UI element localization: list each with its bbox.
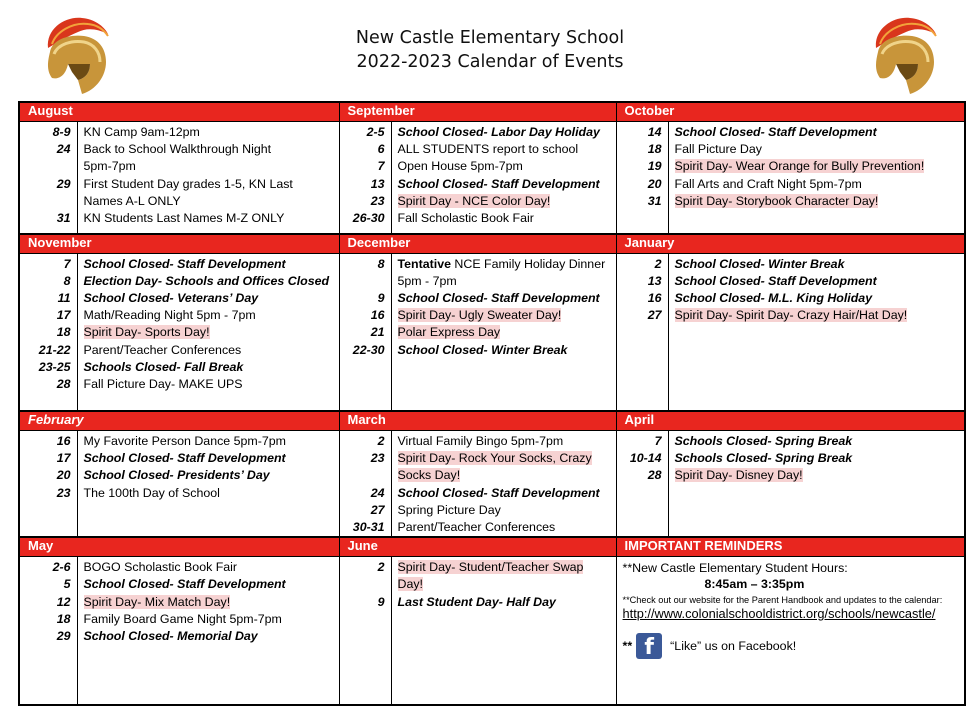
event-line [398,273,610,290]
event-line [675,176,959,193]
event-text: Parent/Teacher Conferences [397,520,556,535]
event-date: 11 [57,290,71,305]
event-line [84,342,333,359]
event-date: 20 [647,176,662,191]
event-text: Family Board Game Night 5pm-7pm [83,611,282,626]
event-line [84,611,333,628]
event-text: Polar Express Day [397,325,501,340]
event-date: 12 [56,594,71,609]
event-text: 5pm-7pm [83,159,136,174]
event-line [84,210,333,227]
event-line [675,273,959,290]
event-date: 2 [377,434,385,448]
school-hours: 8:45am – 3:35pm [704,577,805,592]
event-date: 2 [377,560,385,575]
event-text: School Closed- Staff Development [674,273,877,288]
event-date: 2 [654,256,662,271]
event-text: Spirit Day - NCE Color Day! [397,193,551,208]
month-header: June [339,537,616,557]
event-text: Back to School Walkthrough Night [83,142,272,157]
event-line [675,256,959,273]
event-text: ALL STUDENTS report to school [397,142,579,157]
event-line [398,519,610,536]
event-date: 2-6 [52,560,71,575]
date-spacer [342,273,385,290]
event-date: 6 [377,142,385,157]
event-date: 13 [647,273,662,288]
date-column [616,122,668,234]
event-line [84,576,333,593]
month-header: August [19,102,339,122]
event-date: 24 [56,142,71,157]
event-line [84,256,333,273]
event-text: Spirit Day- Disney Day! [674,468,803,483]
event-date: 26-30 [352,211,385,226]
event-date: 28 [647,468,662,483]
event-text: School Closed- Staff Development [674,125,877,139]
event-line [675,433,959,450]
event-line [84,450,333,467]
event-date: 23-25 [38,359,71,374]
event-date: 16 [647,290,662,305]
event-line [84,485,333,502]
event-text: Fall Picture Day [674,142,762,157]
event-text: Spring Picture Day [397,502,501,517]
calendar-table [18,101,966,706]
event-line [84,158,333,175]
event-line [84,193,333,210]
event-line [84,376,333,393]
event-text: School Closed- Staff Development [397,290,600,305]
date-spacer [22,193,71,210]
reminders-panel [616,557,965,705]
event-date: 7 [63,256,71,271]
event-line [398,193,610,210]
event-text: Names A-L ONLY [83,193,181,208]
facebook-like-text: “Like” us on Facebook! [670,639,797,654]
event-date: 9 [377,594,385,609]
event-line [398,176,610,193]
website-note: **Check out our website for the Parent Handbook and updates to the calendar: [622,595,943,606]
event-date: 28 [56,376,71,391]
event-text: Spirit Day- Ugly Sweater Day! [397,308,562,323]
month-header: November [19,234,339,254]
event-text: Fall Arts and Craft Night 5pm-7pm [674,176,862,191]
event-column [668,431,965,538]
event-text: School Closed- Memorial Day [83,629,258,644]
month-header: March [339,411,616,431]
facebook-icon[interactable]: f [636,633,662,659]
event-line [398,141,610,158]
event-date: 18 [56,611,71,626]
event-line [84,124,333,141]
event-text: Open House 5pm-7pm [397,159,523,174]
event-date: 7 [654,434,662,448]
event-date: 23 [56,485,71,500]
month-header: October [616,102,965,122]
event-date: 17 [56,451,71,466]
event-column [668,253,965,411]
month-header: February [19,411,339,431]
event-line [398,559,610,576]
event-line [675,467,959,484]
event-line [675,307,959,324]
event-line [398,256,610,273]
event-date: 9 [377,290,385,305]
event-text: KN Students Last Names M-Z ONLY [83,211,285,226]
month-header-row [19,102,965,122]
event-text: School Closed- Winter Break [674,256,845,271]
event-line [675,193,959,210]
month-header-row [19,411,965,431]
event-text: Fall Picture Day- MAKE UPS [83,376,243,391]
calendar-title: 2022-2023 Calendar of Events [356,52,624,72]
facebook-row [623,633,959,659]
date-spacer [342,576,385,593]
date-column [19,253,77,411]
month-body-row [19,431,965,538]
event-text: The 100th Day of School [83,485,220,500]
event-line [398,576,610,593]
date-column [339,122,391,234]
event-column [77,557,339,705]
event-line [84,307,333,324]
event-text: Day! [397,577,423,592]
date-column [19,557,77,705]
event-line [398,433,610,450]
date-column [339,557,391,705]
event-text: Last Student Day- Half Day [397,594,556,609]
event-date: 8 [63,273,71,288]
event-line [398,324,610,341]
event-line [398,502,610,519]
event-date: 13 [370,176,385,191]
event-line [398,158,610,175]
month-header: May [19,537,339,557]
event-text: Parent/Teacher Conferences [83,342,242,357]
event-line [84,324,333,341]
event-text: Socks Day! [397,468,461,483]
event-line [398,450,610,467]
event-line [84,467,333,484]
event-date: 31 [647,193,662,208]
event-text: Math/Reading Night 5pm - 7pm [83,308,256,323]
date-column [339,431,391,538]
event-date: 22-30 [352,342,385,357]
event-line [84,433,333,450]
event-text: Virtual Family Bingo 5pm-7pm [397,434,564,448]
month-header: April [616,411,965,431]
event-text: School Closed- Labor Day Holiday [397,125,600,139]
event-date: 17 [56,308,71,323]
event-text: School Closed- Staff Development [83,451,286,466]
event-text: School Closed- Staff Development [83,256,286,271]
event-lead: Tentative [397,256,451,271]
month-body-row [19,122,965,234]
event-text: School Closed- Presidents’ Day [83,468,270,483]
event-text: School Closed- Staff Development [397,485,600,500]
event-text: Spirit Day- Sports Day! [83,325,210,340]
event-line [398,124,610,141]
event-line [675,124,959,141]
event-line [675,450,959,467]
event-text: Spirit Day- Mix Match Day! [83,594,231,609]
event-date: 29 [56,629,71,644]
date-column [616,431,668,538]
event-date: 27 [647,308,662,323]
event-line [675,158,959,175]
event-line [84,290,333,307]
event-text: School Closed- Staff Development [83,577,286,592]
event-text: First Student Day grades 1-5, KN Last [83,176,293,191]
event-date: 29 [56,176,71,191]
event-date: 21 [370,325,385,340]
event-column [391,431,616,538]
event-text: Schools Closed- Spring Break [674,434,853,448]
event-text: Fall Scholastic Book Fair [397,211,534,226]
event-text: KN Camp 9am-12pm [83,125,200,139]
event-text: Election Day- Schools and Offices Closed [83,273,330,288]
event-date: 2-5 [366,125,385,139]
event-text: School Closed- Staff Development [397,176,600,191]
event-date: 16 [56,434,71,448]
event-date: 27 [370,502,385,517]
event-text: School Closed- M.L. King Holiday [674,290,873,305]
event-date: 20 [56,468,71,483]
event-line [398,307,610,324]
event-date: 31 [56,211,71,226]
district-website-link[interactable]: http://www.colonialschooldistrict.org/schools/newcastle/ [622,606,936,622]
event-column [77,431,339,538]
school-name: New Castle Elementary School [355,28,625,48]
event-line [398,290,610,307]
date-spacer [342,467,385,484]
event-line [84,559,333,576]
event-date: 8-9 [52,125,71,139]
event-date: 18 [56,325,71,340]
event-text: Spirit Day- Student/Teacher Swap [397,560,584,575]
date-column [339,253,391,411]
event-text: School Closed- Winter Break [397,342,568,357]
reminders-header: IMPORTANT REMINDERS [616,537,965,557]
month-header-row [19,234,965,254]
event-date: 24 [370,485,385,500]
date-spacer [22,158,71,175]
event-line [84,359,333,376]
event-date: 10-14 [629,451,662,466]
month-header: September [339,102,616,122]
event-line [398,467,610,484]
event-column [391,122,616,234]
date-column [616,253,668,411]
event-line [398,594,610,611]
month-body-row [19,253,965,411]
event-column [77,122,339,234]
event-date: 21-22 [38,342,71,357]
event-text: Spirit Day- Storybook Character Day! [674,193,879,208]
event-date: 7 [377,159,385,174]
month-body-row [19,557,965,705]
event-column [391,253,616,411]
event-date: 16 [370,308,385,323]
event-line [675,290,959,307]
event-text: Spirit Day- Rock Your Socks, Crazy [397,451,592,466]
event-line [398,342,610,359]
hours-label: **New Castle Elementary Student Hours: [622,561,848,576]
event-date: 18 [647,142,662,157]
event-text: Schools Closed- Fall Break [83,359,244,374]
event-line [84,273,333,290]
month-header-row [19,537,965,557]
event-line [675,141,959,158]
event-line [84,628,333,645]
event-line [84,141,333,158]
date-column [19,122,77,234]
event-text: Schools Closed- Spring Break [674,451,853,466]
event-date: 23 [370,451,385,466]
event-text: School Closed- Veterans’ Day [83,290,259,305]
event-text: 5pm - 7pm [397,273,457,288]
event-line [398,210,610,227]
date-column [19,431,77,538]
event-text: My Favorite Person Dance 5pm-7pm [83,434,286,448]
event-column [391,557,616,705]
event-date: 8 [377,256,385,271]
event-text: Spirit Day- Spirit Day- Crazy Hair/Hat Day! [674,308,908,323]
event-line [84,176,333,193]
event-date: 5 [63,577,71,592]
month-header: January [616,234,965,254]
event-line [84,594,333,611]
event-date: 19 [647,159,662,174]
event-text: NCE Family Holiday Dinner [450,256,606,271]
event-column [77,253,339,411]
event-text: BOGO Scholastic Book Fair [83,560,238,575]
event-column [668,122,965,234]
event-date: 14 [647,125,662,139]
event-line [398,485,610,502]
event-text: Spirit Day- Wear Orange for Bully Prevention! [674,159,925,174]
event-date: 30-31 [352,520,385,535]
facebook-prefix: ** [622,639,633,654]
month-header: December [339,234,616,254]
event-date: 23 [370,193,385,208]
